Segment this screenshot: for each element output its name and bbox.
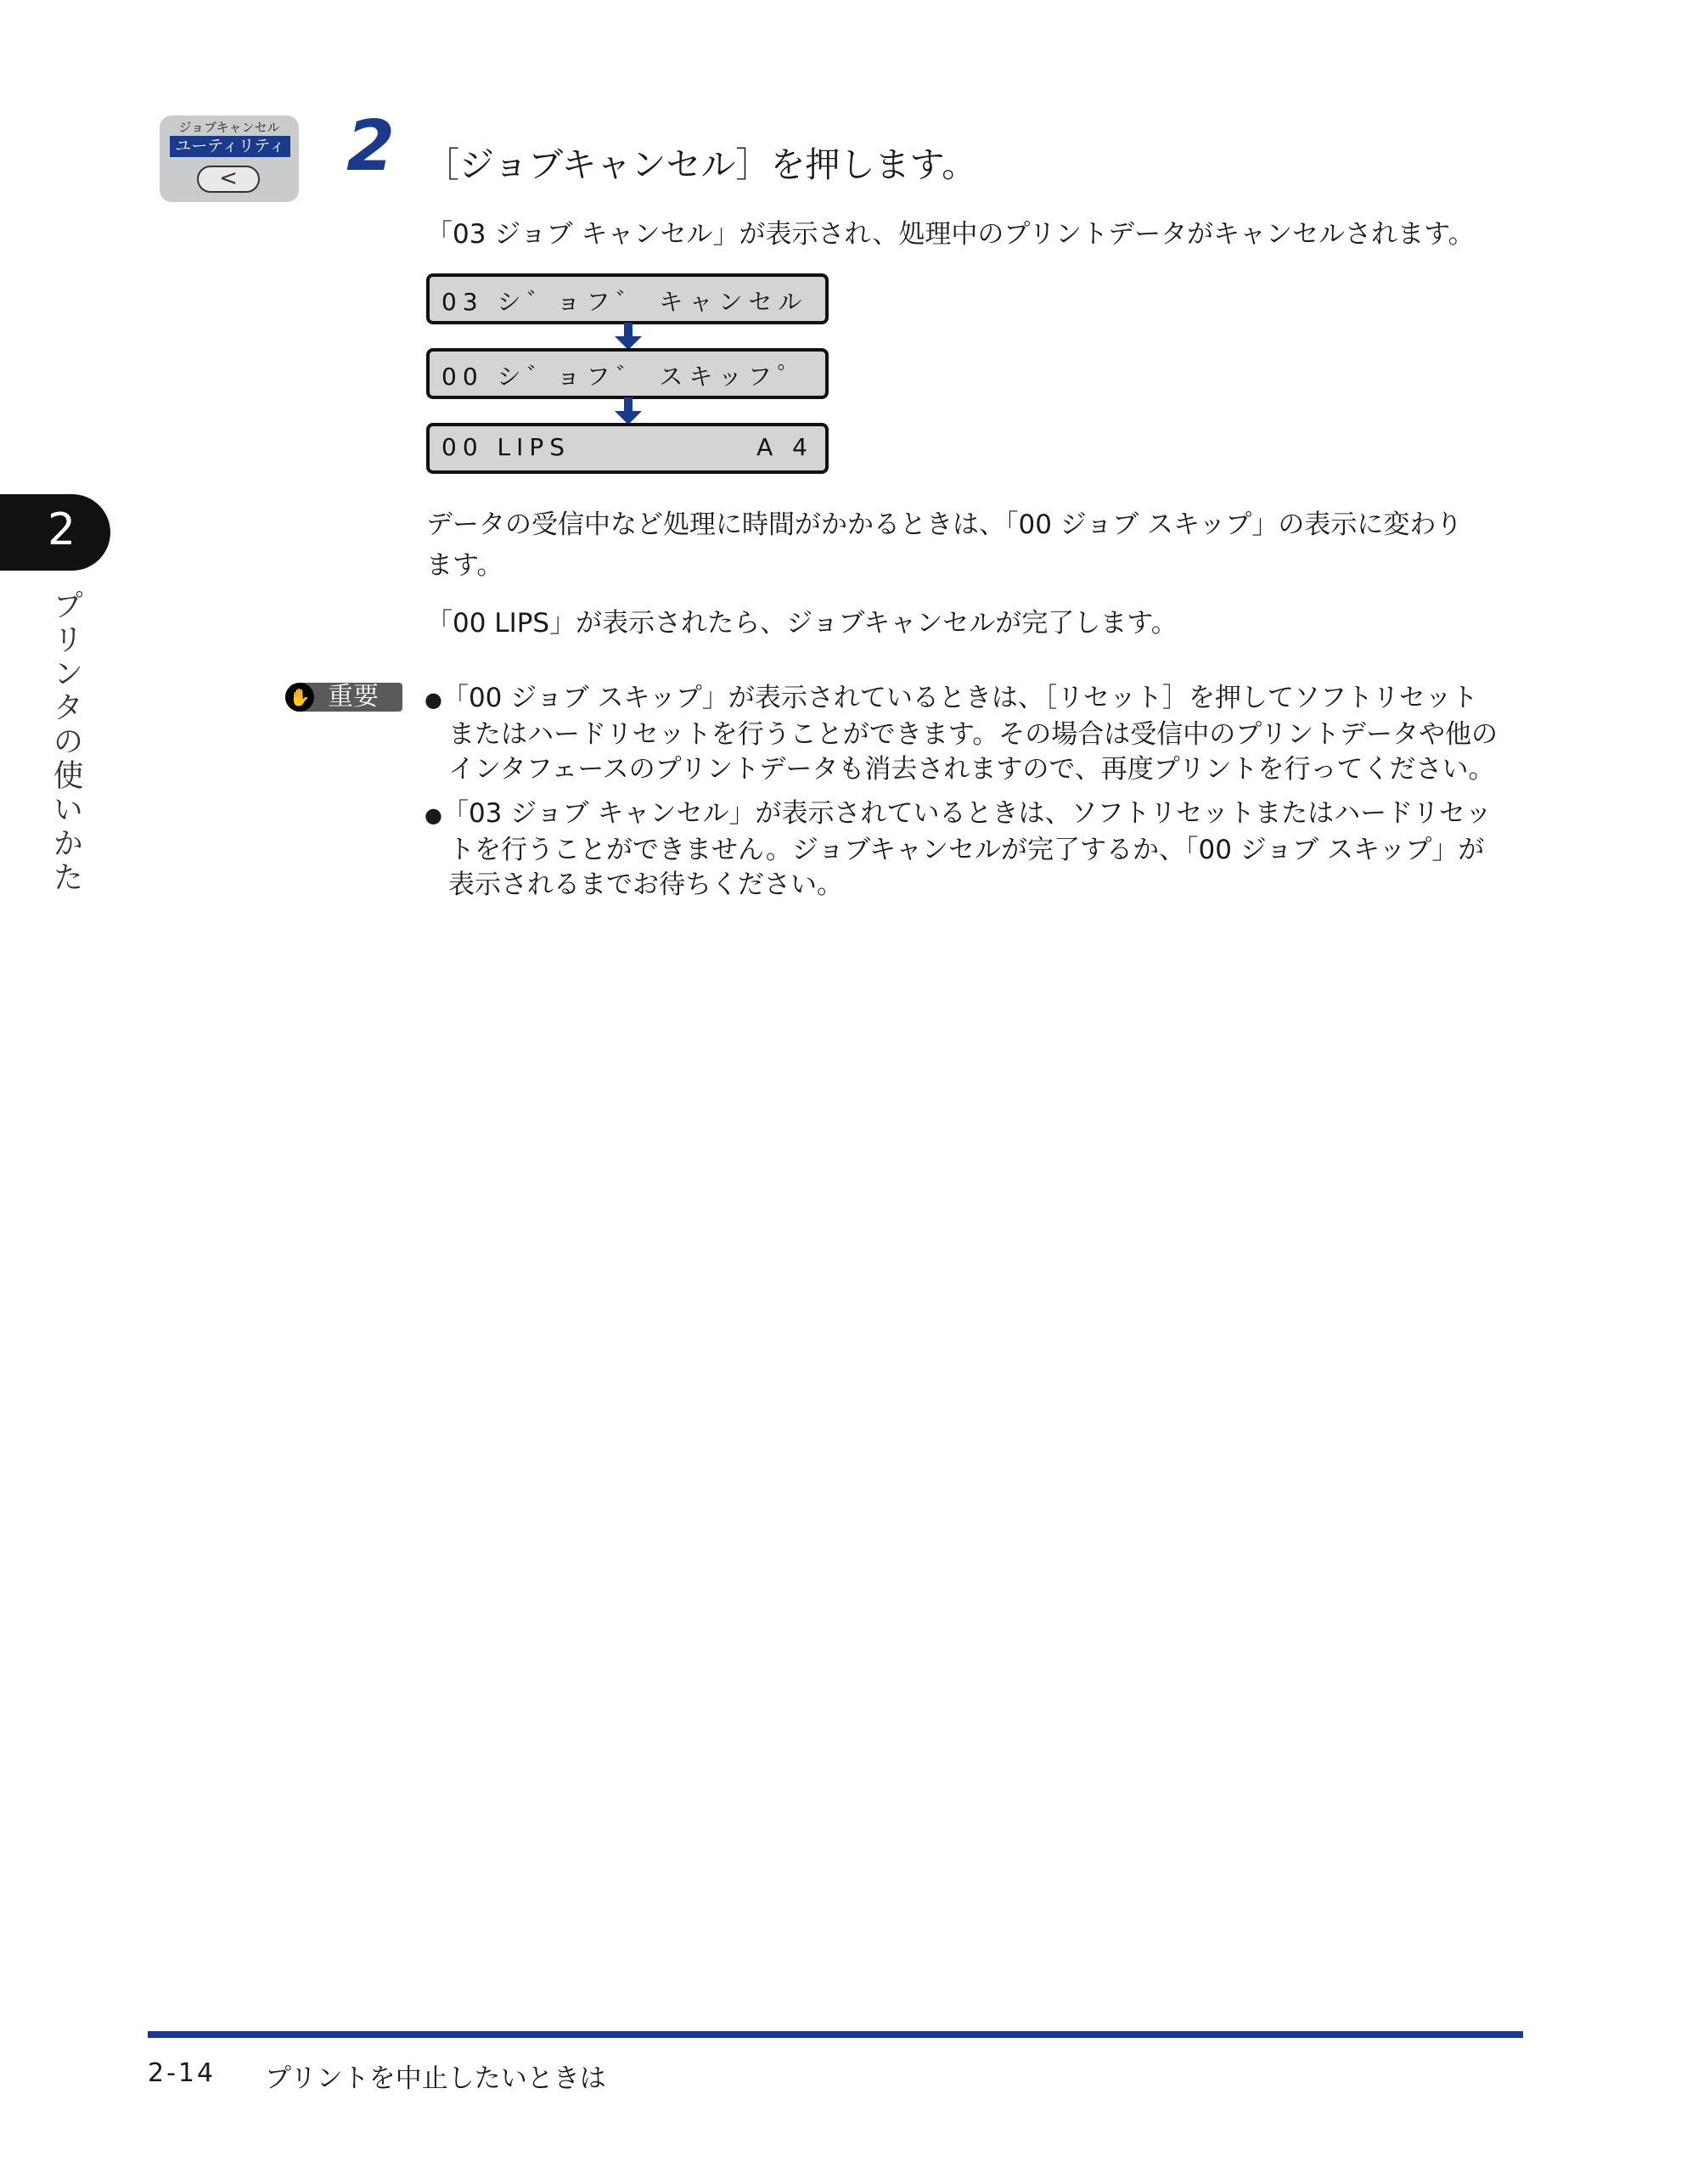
paragraph-processing-line1: データの受信中など処理に時間がかかるときは、「00 ジョブ スキップ」の表示に変わり bbox=[426, 509, 1463, 540]
note-line: ●「00 ジョブ スキップ」が表示されているときは、［リセット］を押してソフトリセット bbox=[424, 683, 1478, 713]
note-line: トを行うことができません。ジョブキャンセルが完了するか、「00 ジョブ スキップ」が bbox=[448, 835, 1485, 865]
footer-rule bbox=[148, 2031, 1523, 2038]
step-title: ［ジョブキャンセル］を押します。 bbox=[424, 144, 977, 185]
paragraph-complete: 「00 LIPS」が表示されたら、ジョブキャンセルが完了します。 bbox=[426, 608, 1178, 639]
lcd-text: 00 シ゛ョフ゛ スキッフ゜ bbox=[441, 363, 807, 391]
lcd-text: 00 LIPS bbox=[441, 433, 571, 461]
chapter-tab bbox=[0, 494, 110, 571]
note-line: インタフェースのプリントデータも消去されますので、再度プリントを行ってください。 bbox=[448, 754, 1495, 785]
important-note-1 bbox=[424, 681, 1498, 787]
left-arrow-key-icon: < bbox=[197, 166, 260, 193]
lcd-panel-lips-ready bbox=[426, 423, 829, 474]
chapter-title: プリンタの使いかた bbox=[48, 589, 83, 895]
step-number: 2 bbox=[346, 106, 394, 187]
footer-section-title: プリントを中止したいときは bbox=[265, 2063, 606, 2094]
job-cancel-key-icon bbox=[160, 115, 299, 202]
lcd-right-text: A 4 bbox=[756, 433, 813, 461]
bullet-icon: ● bbox=[424, 803, 442, 827]
note-line: ●「03 ジョブ キャンセル」が表示されているときは、ソフトリセットまたはハードリセッ bbox=[424, 798, 1492, 829]
paragraph-processing-line2: ます。 bbox=[426, 550, 503, 581]
chapter-number: 2 bbox=[48, 504, 76, 555]
bullet-icon: ● bbox=[424, 688, 442, 712]
key-caption: ジョブキャンセル bbox=[178, 120, 280, 135]
important-note-2 bbox=[424, 796, 1492, 903]
lcd-panel-job-skip bbox=[426, 348, 829, 399]
note-line: 表示されるまでお待ちください。 bbox=[448, 870, 843, 900]
page-number: 2-14 bbox=[148, 2058, 216, 2088]
lcd-panel-job-cancel bbox=[426, 273, 829, 324]
hand-icon: ✋ bbox=[285, 683, 314, 712]
utility-key-label: ユーティリティ bbox=[170, 136, 290, 157]
lcd-text: 03 シ゛ョフ゛ キャンセル bbox=[441, 288, 808, 316]
note-line: またはハードリセットを行うことができます。その場合は受信中のプリントデータや他の bbox=[448, 719, 1498, 750]
intro-text: 「03 ジョブ キャンセル」が表示され、処理中のプリントデータがキャンセルされます。 bbox=[426, 219, 1475, 250]
important-badge bbox=[285, 683, 402, 712]
down-arrow-icon bbox=[613, 397, 644, 426]
important-label: 重要 bbox=[328, 682, 379, 712]
down-arrow-icon bbox=[613, 323, 644, 352]
